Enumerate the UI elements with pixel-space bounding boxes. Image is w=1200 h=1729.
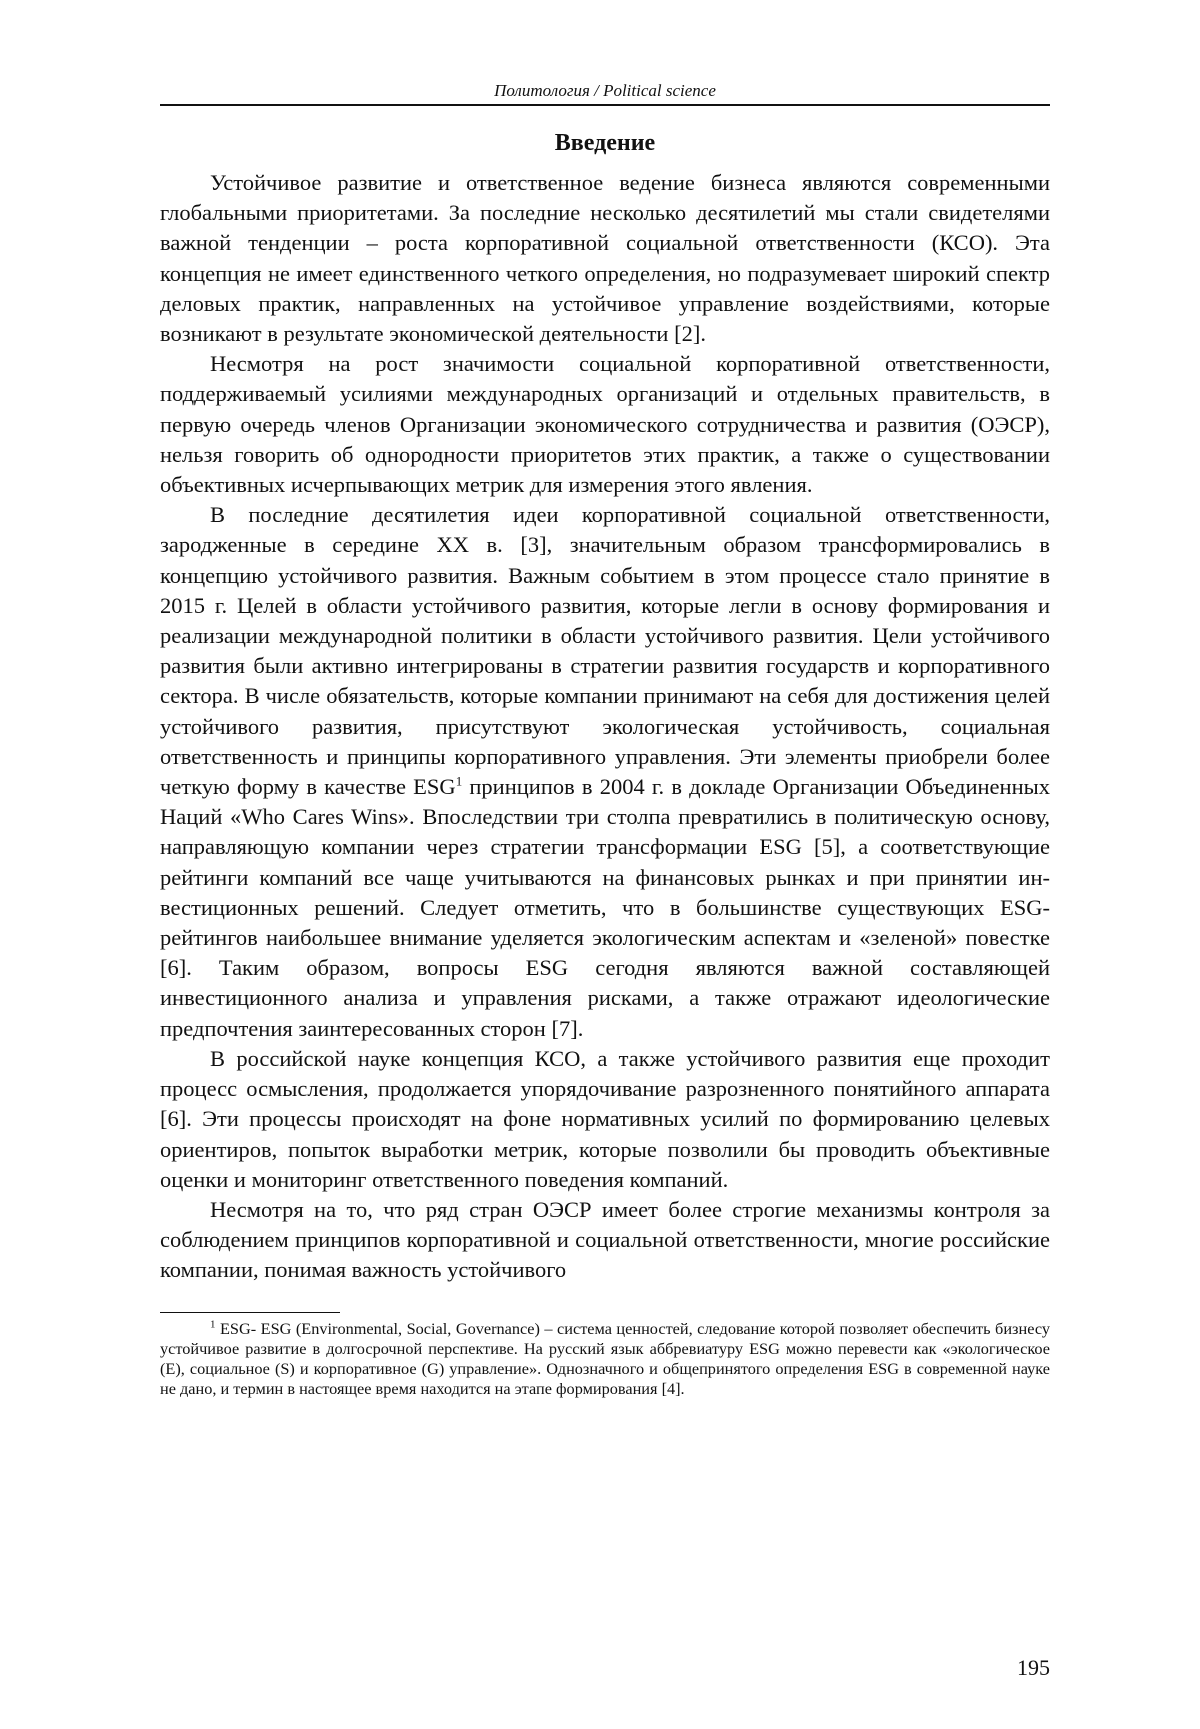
footnote-text: ESG- ESG (Environmental, Social, Governance) – система ценностей, следование которой позволяет обеспечить бизнесу устойчивое развитие в долгосрочной перспективе. На русский язык аббревиатуру ESG можно перевести как «экологическое (E), социальное (S) и корпоративное (G) управление». Однозначного и общепринятого определения ESG в современной науке не дано, и термин в настоящее время находится на этапе формирования [4]. bbox=[160, 1318, 1050, 1398]
page bbox=[160, 80, 1050, 1399]
footnote bbox=[160, 1319, 1050, 1399]
footnote-divider bbox=[160, 1312, 340, 1313]
footnote-reference: 1 bbox=[455, 773, 463, 789]
paragraph-1: Устойчивое развитие и ответственное ведение бизнеса являются современными глобальными приоритетами. За последние несколько десятилетий мы стали свидетелями важной тенденции – роста корпоративной социальной ответственности (КСО). Эта концепция не имеет единственного четкого определения, но подразумевает широкий спектр деловых практик, направленных на устойчивое управление воздействиями, которые возникают в результате экономической деятельности [2]. bbox=[160, 170, 1050, 347]
section-title: Введение bbox=[554, 130, 656, 156]
paragraph-2: Несмотря на рост значимости социальной корпоративной ответственности, поддерживаемый усилиями международных организаций и отдельных правительств, в первую очередь членов Организации экономического сотрудничества и развития (ОЭСР), нельзя говорить об однородности приоритетов этих практик, а также о существовании объективных исчерпывающих метрик для измерения этого явления. bbox=[160, 351, 1050, 498]
paragraph-4: В российской науке концепция КСО, а также устойчивого развития еще проходит процесс осмысления, продолжается упорядочивание разрозненного понятийного аппарата [6]. Эти процессы происходят на фоне нормативных усилий по формированию целевых ориентиров, попыток выработки метрик, которые позволили бы проводить объективные оценки и мониторинг ответственного поведения компаний. bbox=[160, 1045, 1050, 1192]
running-head: Политология / Political science bbox=[160, 80, 1050, 106]
page-number: 195 bbox=[1017, 1655, 1050, 1680]
paragraph-5: Несмотря на то, что ряд стран ОЭСР имеет более строгие механизмы контроля за соблюдением принципов корпоративной и социальной ответственности, многие российские компании, понимая важность устойчивого bbox=[160, 1196, 1050, 1283]
body-text bbox=[160, 168, 1050, 1286]
footnote-1 bbox=[160, 1319, 1050, 1399]
footnote-marker: 1 bbox=[210, 1318, 216, 1331]
paragraph-3-part-1: В последние десятилетия идеи корпоративной социальной ответственности, зародженные в середине XX в. [3], значительным образом трансформировались в концепцию устойчивого развития. Важным событием в этом процессе стало принятие в 2015 г. Целей в области устойчивого развития, которые легли в основу формирования и реализации международной политики в области устойчивого развития. Цели устойчивого развития были активно интегрированы в стратегии развития государств и корпоративного сектора. В числе обязательств, которые компании принимают на себя для достижения целей устойчивого развития, присутствуют экологическая устойчивость, социальная ответственность и принципы корпоративного управления. Эти элементы приобрели более четкую форму в качестве ESG bbox=[160, 502, 1050, 800]
paragraph-3 bbox=[160, 500, 1050, 1044]
paragraph-3-part-2: принципов в 2004 г. в докладе Организации Объединенных Наций «Who Cares Wins». Впоследствии три столпа превратились в политическую основу, направляющую компании через стратегии трансформации ESG [5], а соответствующие рейтинги компаний все чаще учитываются на финансовых рынках и при принятии инвестиционных решений. Следует отметить, что в большинстве существующих ESG-рейтингов наибольшее внимание уделяется экологическим аспектам и «зеленой» повестке [6]. Таким образом, вопросы ESG сегодня являются важной составляющей инвестиционного анализа и управления рисками, а также отражают идеологические предпочтения заинтересованных сторон [7]. bbox=[160, 774, 1050, 1041]
